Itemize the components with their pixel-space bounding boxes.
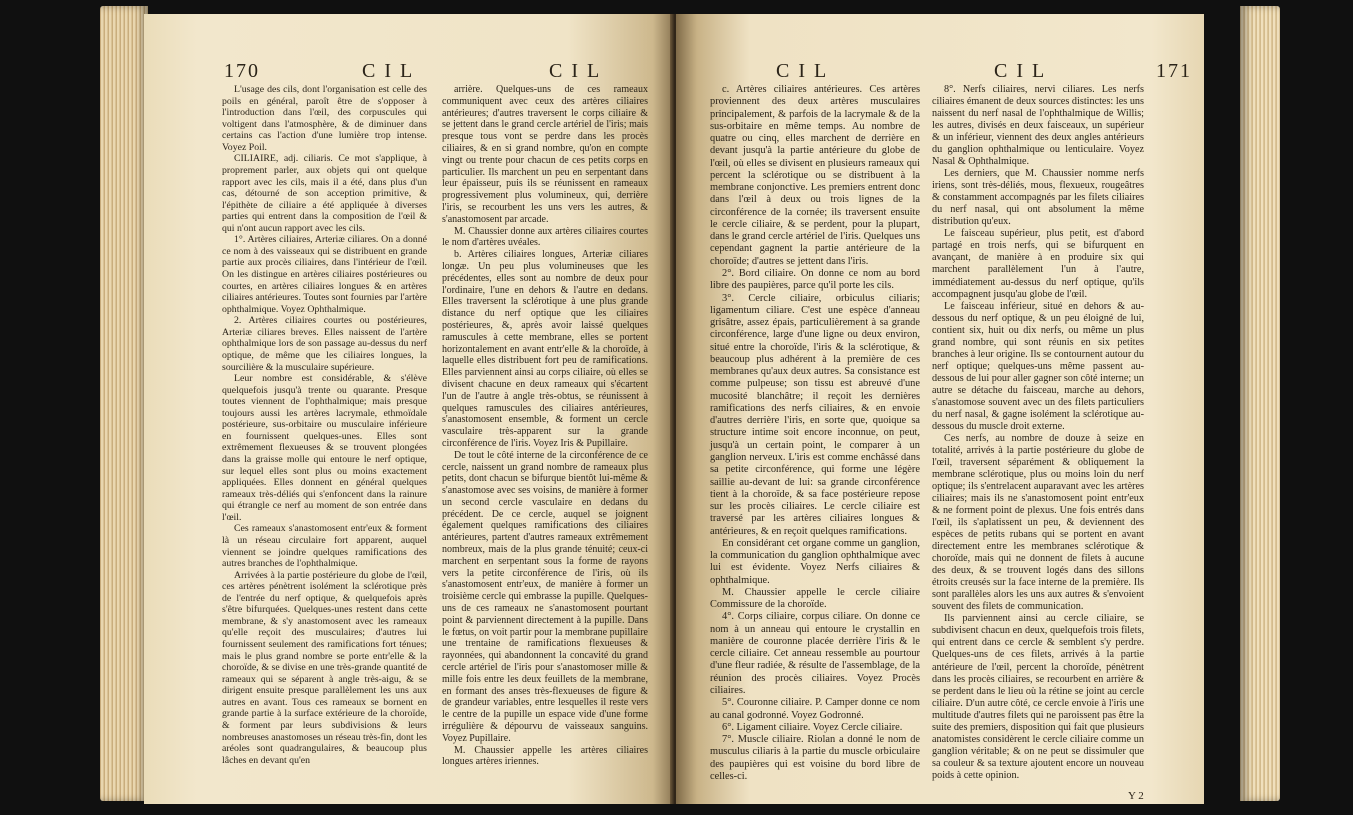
left-headword-1: C I L [362,60,415,82]
paragraph: 2°. Bord ciliaire. On donne ce nom au bord libre des paupières, parce qu'il porte les cils. [710,267,920,292]
right-page-number: 171 [1156,60,1192,82]
paragraph: Leur nombre est considérable, & s'élève quelquefois jusqu'à trente ou quarante. Presque toutes viennent de l'ophthalmique; mais presque toujours aussi les artères lacrymale, ethmoïdale postérieure, sus-orbitaire ou musculaire inférieure en fournissent quelques-unes. Elles sont extrêmement flexueuses & se trouvent plongées dans la graisse molle qui entoure le nerf optique, sur lequel elles sont plus ou moins exactement appliquées. Elles donnent en général quelques rameaux très-déliés qui s'enfoncent dans la rainure qui étrangle ce nerf au moment de son entrée dans l'œil. [222,373,427,523]
paragraph: M. Chaussier donne aux artères ciliaires courtes le nom d'artères uvéales. [442,225,648,249]
right-headword-1: C I L [776,60,829,82]
paragraph: 6°. Ligament ciliaire. Voyez Cercle ciliaire. [722,721,903,733]
paragraph: Le faisceau supérieur, plus petit, est d'abord partagé en trois nerfs, qui se bifurquent en avançant, de manière à en produire six qui marchent parallèlement l'un à l'autre, immédiatement au-dessus du nerf optique, qu'ils accompagnent jusqu'au globe de l'œil. [932,228,1144,300]
right-page [676,14,1204,804]
paragraph: b. Artères ciliaires longues, Arteriæ ciliares longæ. Un peu plus volumineuses que les précédentes, elles sont au nombre de deux pour l'ordinaire, l'une en dehors & l'autre en dedans. Elles traversent la sclérotique à une plus grande distance du nerf optique que les ciliaires postérieures, &, après avoir laissé quelques ramuscules à cette membrane, elles se portent horizontalement en avant entr'elle & la choroïde, à laquelle elles distribuent fort peu de ramifications. Elles parviennent ainsi au corps ciliaire, où elles se divisent chacune en deux rameaux qui s'écartent l'un de l'autre à angle très-obtus, se réunissent à quelques ramuscules des ciliaires antérieures, s'anastomosent ensemble, & forment un cercle vasculaire très-apparent sur la grande circonférence de l'iris. Voyez Iris & Pupillaire. [442,249,648,449]
paragraph: De tout le côté interne de la circonférence de ce cercle, naissent un grand nombre de rameaux plus petits, dont chacun se bifurque bientôt lui-même & s'anastomose avec ses voisins, de manière à former un second cercle vasculaire en dedans du précédent. De ce cercle, auquel se joignent également quelques ramifications des ciliaires antérieures, partent d'autres rameaux extrêmement nombreux, mais de la plus grande ténuité; ceux-ci marchent en serpentant sous la forme de rayons vers la petite circonférence de l'iris, où ils s'anastomosent entr'eux, de manière à former un troisième cercle qui embrasse la pupille. Quelques-uns de ces rameaux ne s'anastomosent pourtant point & parviennent directement à la pupille. Dans le fœtus, on voit partir pour la membrane pupillaire une trentaine de ramifications flexueuses & rayonnées, qui abandonnent la concavité du grand cercle artériel de l'iris pour s'anastomoser mille & mille fois entre les deux feuillets de la membrane, en formant des anses très-flexueuses de figure & de grandeur variables, entre lesquelles il reste vers le centre de la pupille un espace vide d'une forme irrégulière & dépourvu de vaisseaux sanguins. Voyez Pupillaire. [442,449,648,744]
paragraph: M. Chaussier appelle le cercle ciliaire Commissure de la choroïde. [710,586,920,611]
left-column-2 [442,84,648,768]
paragraph: Ils parviennent ainsi au cercle ciliaire, se subdivisent chacun en deux, quelquefois trois filets, qui entrent dans ce cercle & semblent s'y perdre. Quelques-uns de ces filets, arrivés à la partie antérieure de l'œil, percent la choroïde, pénètrent dans les procès ciliaires, se recourbent en arrière & se perdent dans le lieu où la rétine se joint au cercle ciliaire. D'un autre côté, ce cercle envoie à l'iris une multitude d'autres filets qui ne paroissent pas être la suite des premiers, disposition qui fait que plusieurs anatomistes considèrent le cercle ciliaire comme un ganglion véritable; & on ne peut se dissimuler que sa couleur & sa texture ajoutent encore un nouveau poids à cette opinion. [932,613,1144,781]
paragraph: 4°. Corps ciliaire, corpus ciliare. On donne ce nom à un anneau qui entoure le crystallin en manière de couronne placée derrière l'iris & le cercle ciliaire. Cet anneau ressemble au pourtour d'une fleur radiée, & résulte de l'assemblage, de la réunion des procès ciliaires. Voyez Procès ciliaires. [710,611,920,697]
signature-mark: Y 2 [1128,790,1144,802]
paragraph: 2. Artères ciliaires courtes ou postérieures, Arteriæ ciliares breves. Elles naissent de l'artère ophthalmique lors de son passage au-dessus du nerf optique, de même que les ciliaires longues, la sourcilière & la musculaire supérieure. [222,315,427,373]
left-page-number: 170 [224,60,260,82]
left-column-1 [222,84,427,766]
left-headword-2: C I L [549,60,602,82]
paragraph: Ces rameaux s'anastomosent entr'eux & forment là un réseau circulaire fort apparent, auquel viennent se joindre quelques ramifications des autres branches de l'ophthalmique. [222,523,427,570]
paragraph: 1°. Artères ciliaires, Arteriæ ciliares. On a donné ce nom à des vaisseaux qui se distribuent en grande partie aux procès ciliaires, dans l'intérieur de l'œil. On les distingue en artères ciliaires postérieures ou courtes, en artères ciliaires longues & en artères ciliaires antérieures. Toutes sont fournies par l'artère ophthalmique. Voyez Ophthalmique. [222,234,427,315]
left-page [144,14,674,804]
paragraph: En considérant cet organe comme un ganglion, la communication du ganglion ophthalmique avec lui est évidente. Voyez Nerfs ciliaires & ophthalmique. [710,537,920,586]
paragraph: 3°. Cercle ciliaire, orbiculus ciliaris; ligamentum ciliare. C'est une espèce d'anneau grisâtre, assez épais, particulièrement à sa grande circonférence, large d'une ligne ou deux environ, situé entre la choroïde, l'iris & la sclérotique, & beaucoup plus adhérent à la première de ces membranes qu'aux deux autres. Sa consistance est comme pulpeuse; son tissu est abreuvé d'une mucosité blanchâtre; il reçoit les dernières ramifications des nerfs ciliaires, & en envoie d'autres derrière l'iris, en sorte que, quoique sa structure intime soit encore inconnue, on peut, jusqu'à un certain point, le comparer à un ganglion nerveux. L'iris est comme enchâssé dans sa petite circonférence, qui forme une légère saillie au-devant de lui: sa grande circonférence tient à la choroïde, & sa face postérieure repose sur les procès ciliaires. Le cercle ciliaire est traversé par les artères ciliaires longues & antérieures, & en reçoit quelques ramifications. [710,292,920,537]
paragraph: Ces nerfs, au nombre de douze à seize en totalité, arrivés à la partie postérieure du globe de l'œil, traversent séparément & obliquement la membrane sclérotique, plus ou moins loin du nerf optique; ils s'entrelacent auparavant avec les artères ciliaires; mais ils ne s'anastomosent point entr'eux & ne forment point de plexus. Une fois entrés dans l'œil, ils s'aplatissent un peu, & deviennent des espèces de petits rubans qui se portent en avant directement entre les membranes sclérotique & choroïde, mais qui ne donnent de filets à aucune des deux, & se trouvent logés dans des sillons étroits creusés sur la face interne de la première. Ils sont parallèles alors les uns aux autres & s'envoient souvent des filets de communication. [932,432,1144,613]
page-edges-right [1240,6,1280,801]
paragraph: arrière. Quelques-uns de ces rameaux communiquent avec ceux des artères ciliaires antérieures; d'autres traversent le corps ciliaire & se jettent dans le grand cercle artériel de l'iris; mais presque tous vont se perdre dans les procès ciliaires, & en si grand nombre, qu'on en compte vingt ou trente pour chacun de ces petits corps en particulier. Ils marchent un peu en serpentant dans leur épaisseur, puis ils se réunissent en rameaux progressivement plus volumineux, qui, derrière l'iris, se recourbent les uns vers les autres, & s'anastomosent par arcade. [442,84,648,225]
paragraph: Le faisceau inférieur, situé en dehors & au-dessous du nerf optique, & un peu éloigné de lui, contient six, huit ou dix nerfs, ou même un plus grand nombre, qui sont réunis en six petites branches à leur origine. Ils se contournent autour du nerf optique; quelques-uns même passent au-dessous de lui pour aller gagner son côté interne; un autre se détache du faisceau, marche au dehors, s'anastomose souvent avec un des filets particuliers du nerf nasal, & gagne isolément la sclérotique au-dessous du muscle droit externe. [932,300,1144,432]
paragraph: 5°. Couronne ciliaire. P. Camper donne ce nom au canal godronné. Voyez Godronné. [710,697,920,721]
paragraph: L'usage des cils, dont l'organisation est celle des poils en général, paroît être de s'opposer à l'introduction dans l'œil, des corpuscules qui voltigent dans l'atmosphère, & de diminuer dans certains cas l'action d'une lumière trop intense. Voyez Poil. [222,84,427,153]
right-column-1 [710,84,920,783]
paragraph: c. Artères ciliaires antérieures. Ces artères proviennent des deux artères musculaires principalement, & parfois de la lacrymale & de la sus-orbitaire en même temps. Au nombre de quatre ou cinq, elles marchent de derrière en devant jusqu'à la partie antérieure du globe de l'œil, où elles se divisent en plusieurs rameaux qui percent la sclérotique ou se distribuent à la membrane conjonctive. Les premiers entrent donc dans l'œil à deux ou trois lignes de la circonférence de la cornée; ils traversent ensuite le cercle ciliaire, & se perdent, pour la plupart, dans le grand cercle artériel de l'iris. Quelques uns cependant gagnent la partie antérieure de la choroïde; d'autres se jettent dans l'iris. [710,84,920,267]
right-column-2 [932,84,1144,782]
paragraph: 8°. Nerfs ciliaires, nervi ciliares. Les nerfs ciliaires émanent de deux sources distinctes: les uns naissent du nerf nasal de l'ophthalmique de Willis; les autres, divisés en deux faisceaux, un supérieur & un inférieur, viennent des deux angles antérieurs du ganglion ophthalmique ou lenticulaire. Voyez Nasal & Ophthalmique. [932,84,1144,168]
paragraph: Les derniers, que M. Chaussier nomme nerfs iriens, sont très-déliés, mous, flexueux, rougeâtres & constamment accompagnés par les filets ciliaires du nerf nasal, qui ont absolument la même distribution qu'eux. [932,168,1144,228]
open-book [100,6,1240,809]
paragraph: M. Chaussier appelle les artères ciliaires longues artères iriennes. [442,744,648,768]
paragraph: Arrivées à la partie postérieure du globe de l'œil, ces artères pénètrent isolément la sclérotique près de l'entrée du nerf optique, & quelquefois après s'être bifurquées. Quelques-unes restent dans cette membrane, & s'y anastomosent avec les rameaux qu'elle reçoit des musculaires; d'autres lui fournissent seulement des ramifications fort ténues; mais le plus grand nombre se porte entr'elle & la choroïde, & se divise en une très-grande quantité de rameaux qui se séparent à angle très-aigu, & se dirigent ensuite presque parallèlement les uns aux autres en avant. Tous ces rameaux se bornent en grande partie à la surface extérieure de la choroïde, & forment par leurs subdivisions & leurs nombreuses anastomoses un réseau très-fin, dont les aréoles sont quadrangulaires, & beaucoup plus lâches en devant qu'en [222,569,427,766]
right-headword-2: C I L [994,60,1047,82]
paragraph: 7°. Muscle ciliaire. Riolan a donné le nom de musculus ciliaris à la partie du muscle orbiculaire des paupières qui est voisine du bord libre de celles-ci. [710,734,920,782]
paragraph: CILIAIRE, adj. ciliaris. Ce mot s'applique, à proprement parler, aux objets qui ont quelque rapport avec les cils, mais il a été, dans plus d'un cas, détourné de son acception primitive, & l'épithète de ciliaire a été appliquée à diverses parties qui entrent dans la composition de l'œil & qui n'ont aucun rapport avec les cils. [222,153,427,234]
